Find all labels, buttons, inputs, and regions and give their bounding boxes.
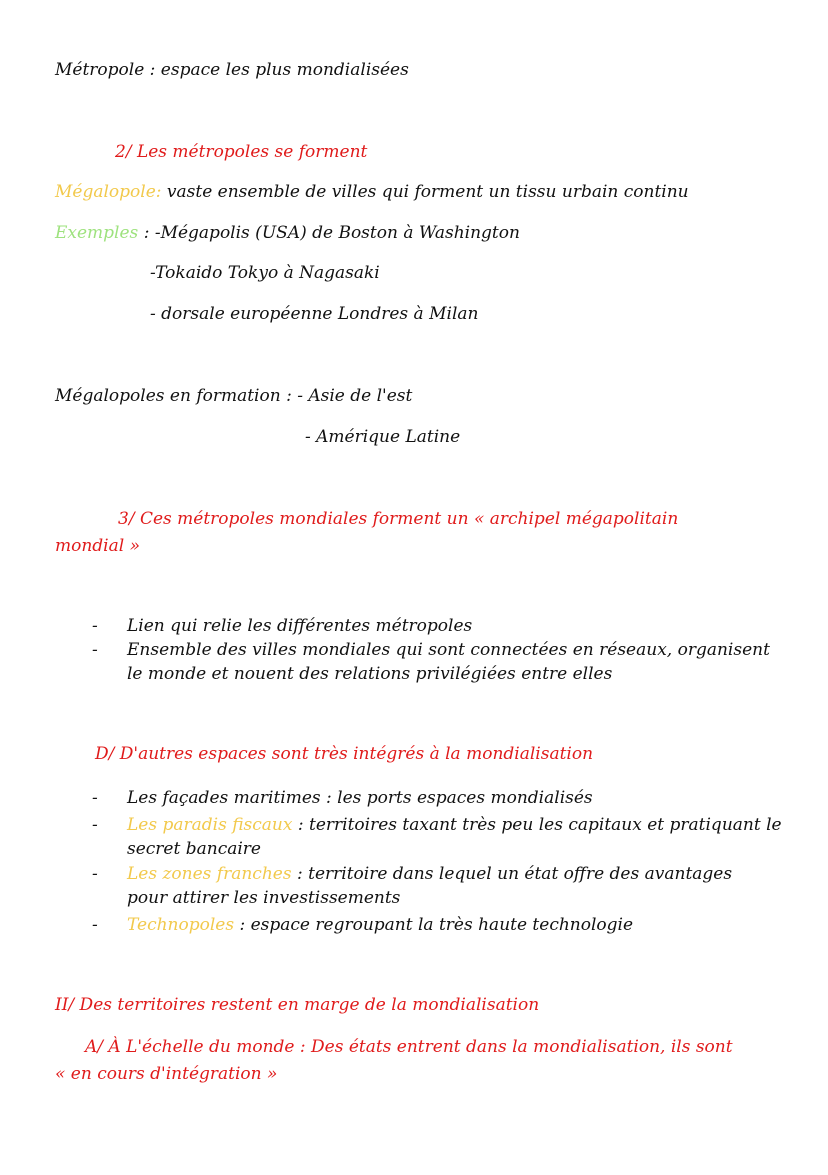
tax-havens-text: : territoires taxant très peu les capitaux et pratiquant le secret bancaire (127, 815, 782, 859)
examples-line-3: - dorsale européenne Londres à Milan (150, 304, 479, 324)
section-heading-D: D/ D'autres espaces sont très intégrés à la mondialisation (95, 744, 594, 764)
section-heading-A-line-1: A/ À L'échelle du monde : Des états entrent dans la mondialisation, ils sont (85, 1037, 733, 1057)
list-item-technopoles (127, 913, 633, 937)
megalopole-term: Mégalopole: (55, 182, 162, 202)
formation-line-2: - Amérique Latine (305, 427, 461, 447)
examples-text-1: : -Mégapolis (USA) de Boston à Washington (138, 223, 520, 243)
section-heading-II: II/ Des territoires restent en marge de la mondialisation (55, 995, 540, 1015)
list-dash: - (92, 616, 98, 636)
list-dash: - (92, 864, 98, 884)
megalopole-definition (55, 180, 689, 204)
megalopole-text: vaste ensemble de villes qui forment un tissu urbain continu (161, 182, 689, 202)
tax-havens-term: Les paradis fiscaux (127, 815, 293, 835)
list-item-tax-havens (127, 813, 787, 861)
free-zones-text: : territoire dans lequel un état offre des avantages pour attirer les investissements (127, 864, 733, 908)
section-heading-3-line-1: 3/ Ces métropoles mondiales forment un « archipel mégapolitain (118, 509, 679, 529)
list-dash: - (92, 788, 98, 808)
metropole-definition: Métropole : espace les plus mondialisées (55, 60, 409, 80)
list-item-maritime: Les façades maritimes : les ports espaces mondialisés (127, 788, 593, 808)
list-dash: - (92, 915, 98, 935)
section-heading-3-line-2: mondial » (55, 536, 140, 556)
list-item-world-cities: Ensemble des villes mondiales qui sont connectées en réseaux, organisent le monde et nouent des relations privilégiées entre elles (127, 640, 770, 684)
formation-line-1: Mégalopoles en formation : - Asie de l'est (55, 386, 413, 406)
list-item-links: Lien qui relie les différentes métropoles (127, 616, 473, 636)
technopoles-text: : espace regroupant la très haute technologie (234, 915, 634, 935)
list-item-free-zones (127, 862, 767, 910)
technopoles-term: Technopoles (127, 915, 235, 935)
section-heading-2: 2/ Les métropoles se forment (115, 142, 368, 162)
examples-term: Exemples (55, 223, 139, 243)
list-dash: - (92, 815, 98, 835)
section-heading-A-line-2: « en cours d'intégration » (55, 1064, 278, 1084)
list-dash: - (92, 640, 98, 660)
examples-line-1 (55, 221, 520, 245)
free-zones-term: Les zones franches (127, 864, 292, 884)
examples-line-2: -Tokaido Tokyo à Nagasaki (150, 263, 380, 283)
